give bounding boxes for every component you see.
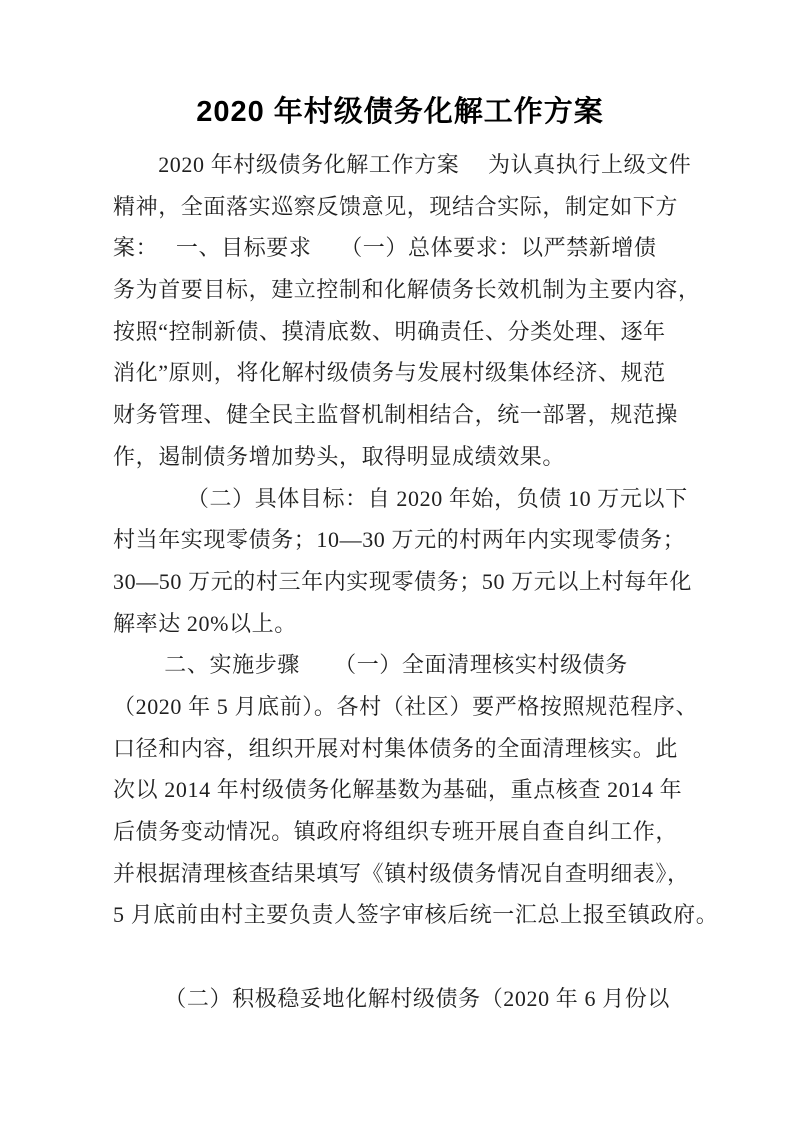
document-title: 2020 年村级债务化解工作方案 bbox=[196, 96, 604, 128]
doc-line-6: 消化”原则，将化解村级债务与发展村级集体经济、规范 bbox=[113, 360, 666, 386]
doc-line-14: （2020 年 5 月底前）。各村（社区）要严格按照规范程序、 bbox=[113, 693, 699, 719]
doc-line-4: 务为首要目标，建立控制和化解债务长效机制为主要内容， bbox=[113, 277, 701, 303]
doc-line-5: 按照“控制新债、摸清底数、明确责任、分类处理、逐年 bbox=[113, 318, 666, 344]
doc-line-19: 5 月底前由村主要负责人签字审核后统一汇总上报至镇政府。 bbox=[113, 902, 719, 928]
doc-line-8: 作，遏制债务增加势头，取得明显成绩效果。 bbox=[113, 443, 566, 469]
document-body bbox=[113, 144, 719, 1019]
doc-line-3: 案： 一、目标要求 （一）总体要求：以严禁新增债 bbox=[113, 235, 657, 261]
doc-line-20: （二）积极稳妥地化解村级债务（2020 年 6 月份以 bbox=[113, 985, 671, 1011]
doc-line-15: 口径和内容，组织开展对村集体债务的全面清理核实。此 bbox=[113, 735, 679, 761]
doc-line-16: 次以 2014 年村级债务化解基数为基础，重点核查 2014 年 bbox=[113, 777, 683, 803]
doc-line-9: （二）具体目标：自 2020 年始，负债 10 万元以下 bbox=[113, 485, 688, 511]
doc-line-12: 解率达 20%以上。 bbox=[113, 610, 297, 636]
doc-line-2: 精神，全面落实巡察反馈意见，现结合实际，制定如下方 bbox=[113, 193, 679, 219]
doc-line-7: 财务管理、健全民主监督机制相结合，统一部署，规范操 bbox=[113, 402, 679, 428]
doc-line-17: 后债务变动情况。镇政府将组织专班开展自查自纠工作， bbox=[113, 819, 679, 844]
doc-line-1: 2020 年村级债务化解工作方案 为认真执行上级文件 bbox=[113, 152, 692, 177]
doc-line-blank bbox=[113, 936, 693, 978]
doc-line-13: 二、实施步骤 （一）全面清理核实村级债务 bbox=[113, 652, 628, 678]
doc-line-11: 30—50 万元的村三年内实现零债务；50 万元以上村每年化 bbox=[113, 568, 693, 594]
doc-line-18: 并根据清理核查结果填写《镇村级债务情况自查明细表》， bbox=[113, 860, 690, 886]
doc-line-10: 村当年实现零债务；10—30 万元的村两年内实现零债务； bbox=[113, 527, 686, 553]
